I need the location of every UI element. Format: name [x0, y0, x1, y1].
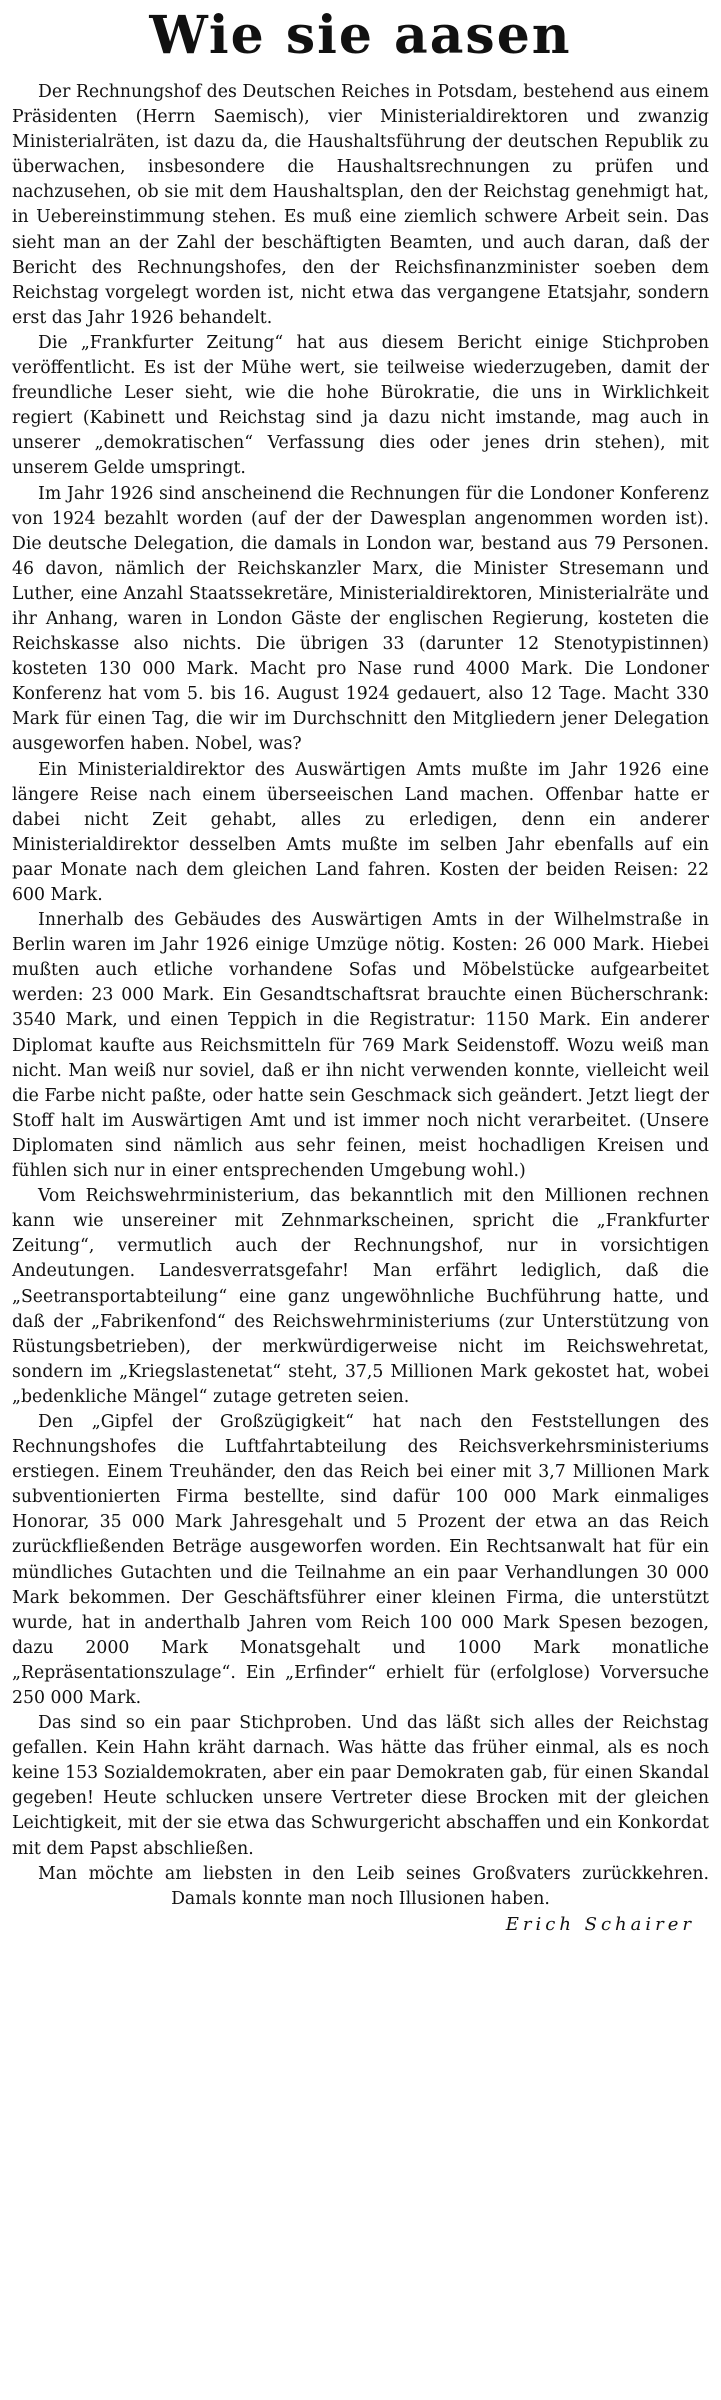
article-body: [12, 80, 709, 1912]
paragraph-2: Die „Frankfurter Zeitung“ hat aus diesem Bericht einige Stichproben veröffentlicht. Es ist der Mühe wert, sie teilweise wiederzugeben, damit der freundliche Leser sieht, wie die hohe Bürokratie, die uns in Wirklichkeit regiert (Kabinett und Reichstag sind ja dazu nicht imstande, mag auch in unserer „demokratischen“ Verfassung dies oder jenes drin stehen), mit unserem Gelde umspringt.: [12, 332, 709, 479]
paragraph-6: Vom Reichswehrministerium, das bekanntlich mit den Millionen rechnen kann wie unsereiner mit Zehnmarkscheinen, spricht die „Frankfurter Zeitung“, vermutlich auch der Rechnungshof, nur in vorsichtigen Andeutungen. Landesverratsgefahr! Man erfährt lediglich, daß die „Seetransportabteilung“ eine ganz ungewöhnliche Buchführung hatte, und daß der „Fabrikenfond“ des Reichswehrministeriums (zur Unterstützung von Rüstungsbetrieben), der merkwürdigerweise nicht im Reichswehretat, sondern im „Kriegslastenetat“ steht, 37,5 Millionen Mark gekostet hat, wobei „bedenkliche Mängel“ zutage getreten seien.: [12, 1186, 709, 1407]
paragraph-1: Der Rechnungshof des Deutschen Reiches in Potsdam, bestehend aus einem Präsidenten (Herrn Saemisch), vier Ministerialdirektoren und zwanzig Ministerialräten, ist dazu da, die Haushaltsführung der deutschen Republik zu überwachen, insbesondere die Haushaltsrechnungen zu prüfen und nachzusehen, ob sie mit dem Haushaltsplan, den der Reichstag genehmigt hat, in Uebereinstimmung stehen. Es muß eine ziemlich schwere Arbeit sein. Das sieht man an der Zahl der beschäftigten Beamten, und auch daran, daß der Bericht des Rechnungshofes, den der Reichsfinanzminister soeben dem Reichstag vorgelegt worden ist, nicht etwa das vergangene Etatsjahr, sondern erst das Jahr 1926 behandelt.: [12, 82, 709, 328]
paragraph-8: Das sind so ein paar Stichproben. Und das läßt sich alles der Reichstag gefallen. Kein Hahn kräht darnach. Was hätte das früher einmal, als es noch keine 153 Sozialdemokraten, aber ein paar Demokraten gab, für einen Skandal gegeben! Heute schlucken unsere Vertreter diese Brocken mit der gleichen Leichtigkeit, mit der sie etwa das Schwurgericht abschaffen und ein Konkordat mit dem Papst abschließen.: [12, 1713, 709, 1859]
paragraph-4: Ein Ministerialdirektor des Auswärtigen Amts mußte im Jahr 1926 eine längere Reise nach einem überseeischen Land machen. Offenbar hatte er dabei nicht Zeit gehabt, alles zu erledigen, denn ein anderer Ministerialdirektor desselben Amts mußte im selben Jahr ebenfalls auf ein paar Monate nach dem gleichen Land fahren. Kosten der beiden Reisen: 22 600 Mark.: [12, 759, 709, 905]
paragraph-3: Im Jahr 1926 sind anscheinend die Rechnungen für die Londoner Konferenz von 1924 bezahlt worden (auf der der Dawesplan angenommen worden ist). Die deutsche Delegation, die damals in London war, bestand aus 79 Personen. 46 davon, nämlich der Reichskanzler Marx, die Minister Stresemann und Luther, eine Anzahl Staatssekretäre, Ministerialdirektoren, Ministerialräte und ihr Anhang, waren in London Gäste der englischen Regierung, kosteten die Reichskasse also nichts. Die übrigen 33 (darunter 12 Stenotypistinnen) kosteten 130 000 Mark. Macht pro Nase rund 4000 Mark. Die Londoner Konferenz hat vom 5. bis 16. August 1924 gedauert, also 12 Tage. Macht 330 Mark für einen Tag, die wir im Durchschnitt den Mitgliedern jener Delegation ausgeworfen haben. Nobel, was?: [12, 483, 709, 755]
paragraph-5: Innerhalb des Gebäudes des Auswärtigen Amts in der Wilhelmstraße in Berlin waren im Jahr 1926 einige Umzüge nötig. Kosten: 26 000 Mark. Hiebei mußten auch etliche vorhandene Sofas und Möbelstücke aufgearbeitet werden: 23 000 Mark. Ein Gesandtschaftsrat brauchte einen Bücherschrank: 3540 Mark, und einen Teppich in die Registratur: 1150 Mark. Ein anderer Diplomat kaufte aus Reichsmitteln für 769 Mark Seidenstoff. Wozu weiß man nicht. Man weiß nur soviel, daß er ihn nicht verwenden konnte, vielleicht weil die Farbe nicht paßte, oder hatte sein Geschmack sich geändert. Jetzt liegt der Stoff halt im Auswärtigen Amt und ist immer noch nicht verarbeitet. (Unsere Diplomaten sind nämlich aus sehr feinen, meist hochadligen Kreisen und fühlen sich nur in einer entsprechenden Umgebung wohl.): [12, 910, 709, 1182]
paragraph-7: Den „Gipfel der Großzügigkeit“ hat nach den Feststellungen des Rechnungshofes die Luftfahrtabteilung des Reichsverkehrsministeriums erstiegen. Einem Treuhänder, den das Reich bei einer mit 3,7 Millionen Mark subventionierten Firma bestellte, sind dafür 100 000 Mark einmaliges Honorar, 35 000 Mark Jahresgehalt und 5 Prozent der etwa an das Reich zurückfließenden Beträge ausgeworfen worden. Ein Rechtsanwalt hat für ein mündliches Gutachten und die Teilnahme an ein paar Verhandlungen 30 000 Mark bekommen. Der Geschäftsführer einer kleinen Firma, die unterstützt wurde, hat in anderthalb Jahren vom Reich 100 000 Mark Spesen bezogen, dazu 2000 Mark Monatsgehalt und 1000 Mark monatliche „Repräsentationszulage“. Ein „Erfinder“ erhielt für (erfolglose) Vorversuche 250 000 Mark.: [12, 1411, 709, 1708]
article-title: Wie sie aasen: [149, 5, 572, 66]
paragraph-9: Man möchte am liebsten in den Leib seines Großvaters zurückkehren. Damals konnte man noch Illusionen haben.: [38, 1863, 709, 1909]
author-signature: Erich Schairer: [505, 1913, 695, 1935]
